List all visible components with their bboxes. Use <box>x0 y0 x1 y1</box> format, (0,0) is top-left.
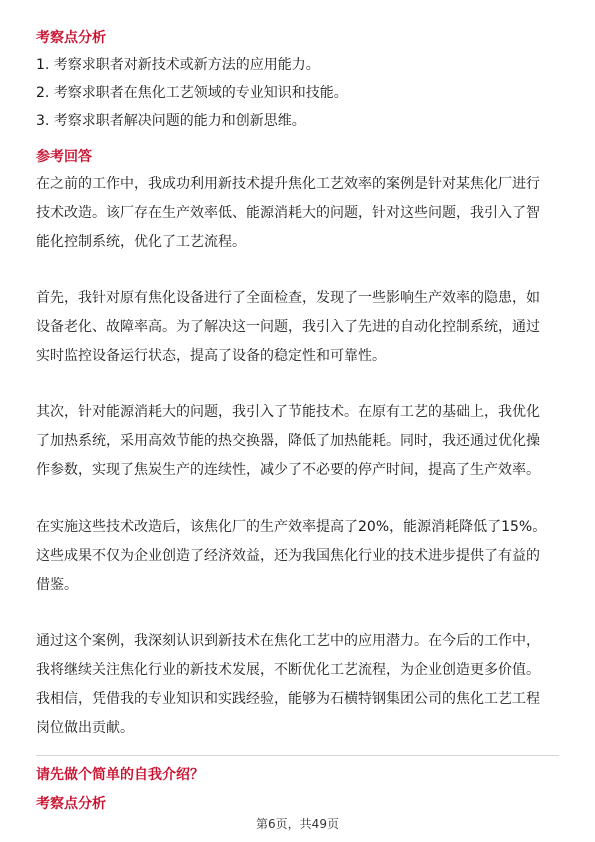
answer-text-line: 在实施这些技术改造后，该焦化厂的生产效率提高了20%，能源消耗降低了15%。 <box>36 519 547 535</box>
answer-text-line: 实时监控设备运行状态，提高了设备的稳定性和可靠性。 <box>36 348 386 364</box>
section-heading-analysis: 考察点分析 <box>36 30 106 46</box>
answer-text-line: 通过这个案例，我深刻认识到新技术在焦化工艺中的应用潜力。在今后的工作中， <box>36 633 540 649</box>
answer-text-line: 设备老化、故障率高。为了解决这一问题，我引入了先进的自动化控制系统，通过 <box>36 319 540 335</box>
answer-text-line: 我将继续关注焦化行业的新技术发展，不断优化工艺流程，为企业创造更多价值。 <box>36 662 540 678</box>
section-divider <box>36 755 559 756</box>
analysis-point: 3. 考察求职者解决问题的能力和创新思维。 <box>36 113 306 129</box>
answer-text-line: 这些成果不仅为企业创造了经济效益，还为我国焦化行业的技术进步提供了有益的 <box>36 548 540 564</box>
answer-text-line: 技术改造。该厂存在生产效率低、能源消耗大的问题，针对这些问题，我引入了智 <box>36 205 540 221</box>
next-question-analysis-heading: 考察点分析 <box>36 796 106 812</box>
answer-text-line: 能化控制系统，优化了工艺流程。 <box>36 234 246 250</box>
analysis-point: 2. 考察求职者在焦化工艺领域的专业知识和技能。 <box>36 85 348 101</box>
section-heading-answer: 参考回答 <box>36 149 92 165</box>
answer-text-line: 借鉴。 <box>36 577 78 593</box>
answer-text-line: 作参数，实现了焦炭生产的连续性，减少了不必要的停产时间，提高了生产效率。 <box>36 462 540 478</box>
answer-text-line: 其次，针对能源消耗大的问题，我引入了节能技术。在原有工艺的基础上，我优化 <box>36 404 540 420</box>
answer-text-line: 了加热系统，采用高效节能的热交换器，降低了加热能耗。同时，我还通过优化操 <box>36 433 540 449</box>
analysis-point: 1. 考察求职者对新技术或新方法的应用能力。 <box>36 57 320 73</box>
answer-text-line: 岗位做出贡献。 <box>36 720 134 736</box>
next-question-title: 请先做个简单的自我介绍？ <box>36 767 204 783</box>
answer-text-line: 在之前的工作中，我成功利用新技术提升焦化工艺效率的案例是针对某焦化厂进行 <box>36 176 540 192</box>
page-number: 第6页，共49页 <box>256 817 339 831</box>
answer-text-line: 我相信，凭借我的专业知识和实践经验，能够为石横特钢集团公司的焦化工艺工程 <box>36 691 540 707</box>
answer-text-line: 首先，我针对原有焦化设备进行了全面检查，发现了一些影响生产效率的隐患，如 <box>36 290 540 306</box>
